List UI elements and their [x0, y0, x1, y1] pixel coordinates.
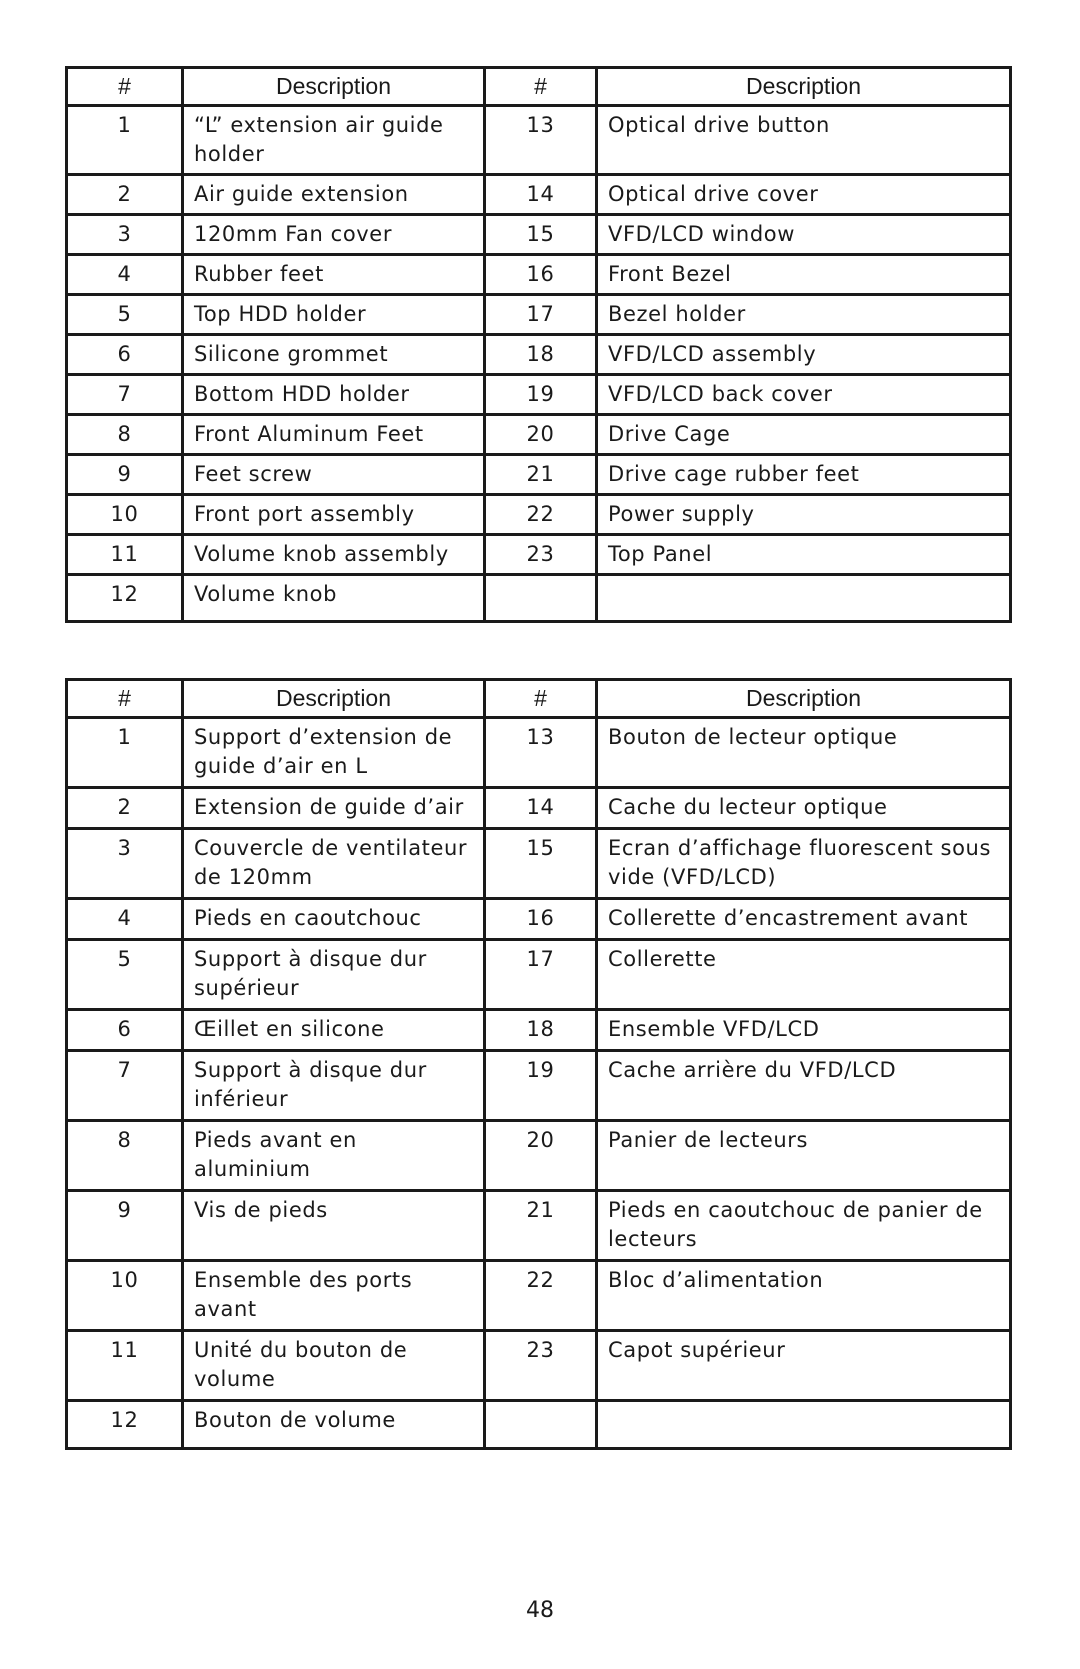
item-number: 2 [67, 175, 183, 215]
parts-table-french [65, 678, 1012, 1450]
item-number: 10 [67, 495, 183, 535]
item-number: 14 [485, 175, 597, 215]
item-number: 11 [67, 535, 183, 575]
table-row [67, 1401, 1011, 1449]
item-number: 16 [485, 255, 597, 295]
item-description: 120mm Fan cover [183, 215, 485, 255]
item-number: 8 [67, 1121, 183, 1191]
item-number: 19 [485, 375, 597, 415]
table-row [67, 1010, 1011, 1051]
item-description: Drive Cage [597, 415, 1011, 455]
item-number: 14 [485, 788, 597, 829]
item-description: Ensemble des ports avant [183, 1261, 485, 1331]
table-row [67, 415, 1011, 455]
item-number: 1 [67, 106, 183, 175]
item-number: 10 [67, 1261, 183, 1331]
item-number: 20 [485, 415, 597, 455]
item-number: 7 [67, 1051, 183, 1121]
table-row [67, 335, 1011, 375]
item-number: 4 [67, 899, 183, 940]
item-number: 17 [485, 295, 597, 335]
item-description: Collerette [597, 940, 1011, 1010]
header-number: # [67, 68, 183, 106]
table-row [67, 495, 1011, 535]
table-row [67, 1051, 1011, 1121]
item-number: 5 [67, 940, 183, 1010]
item-description: VFD/LCD window [597, 215, 1011, 255]
table-row [67, 940, 1011, 1010]
table-row [67, 575, 1011, 622]
item-number: 5 [67, 295, 183, 335]
item-number: 23 [485, 1331, 597, 1401]
header-number: # [67, 680, 183, 718]
table-row [67, 106, 1011, 175]
item-number: 20 [485, 1121, 597, 1191]
item-description: Volume knob assembly [183, 535, 485, 575]
item-description: Feet screw [183, 455, 485, 495]
table-row [67, 175, 1011, 215]
item-number: 9 [67, 1191, 183, 1261]
item-description: Bezel holder [597, 295, 1011, 335]
item-description: VFD/LCD assembly [597, 335, 1011, 375]
item-description: Optical drive button [597, 106, 1011, 175]
item-description: Front Bezel [597, 255, 1011, 295]
table-row [67, 455, 1011, 495]
item-number [485, 575, 597, 622]
item-description: Couvercle de ventilateur de 120mm [183, 829, 485, 899]
item-number: 17 [485, 940, 597, 1010]
table-row [67, 255, 1011, 295]
table-row [67, 215, 1011, 255]
item-description: “L” extension air guide holder [183, 106, 485, 175]
item-number: 1 [67, 718, 183, 788]
item-number: 15 [485, 829, 597, 899]
item-number: 2 [67, 788, 183, 829]
item-number: 16 [485, 899, 597, 940]
parts-table-english [65, 66, 1012, 623]
item-number: 23 [485, 535, 597, 575]
item-description: Support d’extension de guide d’air en L [183, 718, 485, 788]
item-description: Top HDD holder [183, 295, 485, 335]
page-number: 48 [526, 1598, 554, 1623]
item-number: 3 [67, 829, 183, 899]
table-row [67, 1331, 1011, 1401]
item-number: 15 [485, 215, 597, 255]
item-description: Drive cage rubber feet [597, 455, 1011, 495]
header-number: # [485, 68, 597, 106]
table-row [67, 1261, 1011, 1331]
table-row [67, 535, 1011, 575]
item-description: Cache arrière du VFD/LCD [597, 1051, 1011, 1121]
item-description: Bouton de lecteur optique [597, 718, 1011, 788]
item-description: Front Aluminum Feet [183, 415, 485, 455]
item-description: Pieds en caoutchouc de panier de lecteurs [597, 1191, 1011, 1261]
item-description: Capot supérieur [597, 1331, 1011, 1401]
item-number: 21 [485, 1191, 597, 1261]
item-description: Power supply [597, 495, 1011, 535]
item-number: 13 [485, 718, 597, 788]
item-description: Optical drive cover [597, 175, 1011, 215]
header-description: Description [597, 680, 1011, 718]
item-number: 4 [67, 255, 183, 295]
item-description: Collerette d’encastrement avant [597, 899, 1011, 940]
item-description: Extension de guide d’air [183, 788, 485, 829]
table-row [67, 1121, 1011, 1191]
item-number: 13 [485, 106, 597, 175]
item-description: Ecran d’affichage fluorescent sous vide (VFD/LCD) [597, 829, 1011, 899]
item-number: 18 [485, 1010, 597, 1051]
item-description: Bouton de volume [183, 1401, 485, 1449]
item-description: Volume knob [183, 575, 485, 622]
header-number: # [485, 680, 597, 718]
item-number: 22 [485, 495, 597, 535]
table-row [67, 899, 1011, 940]
item-description [597, 575, 1011, 622]
item-description: Front port assembly [183, 495, 485, 535]
item-number: 7 [67, 375, 183, 415]
item-description: Bottom HDD holder [183, 375, 485, 415]
table-row [67, 788, 1011, 829]
item-description: Silicone grommet [183, 335, 485, 375]
item-number: 11 [67, 1331, 183, 1401]
item-number: 12 [67, 575, 183, 622]
item-description: Bloc d’alimentation [597, 1261, 1011, 1331]
item-description: VFD/LCD back cover [597, 375, 1011, 415]
item-description: Cache du lecteur optique [597, 788, 1011, 829]
item-description: Air guide extension [183, 175, 485, 215]
item-description: Support à disque dur supérieur [183, 940, 485, 1010]
header-description: Description [597, 68, 1011, 106]
item-number: 19 [485, 1051, 597, 1121]
table-row [67, 829, 1011, 899]
item-number: 6 [67, 335, 183, 375]
item-description: Top Panel [597, 535, 1011, 575]
table-header-row [67, 680, 1011, 718]
item-number: 22 [485, 1261, 597, 1331]
item-description: Pieds en caoutchouc [183, 899, 485, 940]
item-description: Œillet en silicone [183, 1010, 485, 1051]
item-description: Support à disque dur inférieur [183, 1051, 485, 1121]
item-number: 3 [67, 215, 183, 255]
item-description [597, 1401, 1011, 1449]
item-description: Ensemble VFD/LCD [597, 1010, 1011, 1051]
item-number: 18 [485, 335, 597, 375]
item-number: 12 [67, 1401, 183, 1449]
table-header-row [67, 68, 1011, 106]
table-row [67, 375, 1011, 415]
table-row [67, 1191, 1011, 1261]
header-description: Description [183, 68, 485, 106]
item-description: Unité du bouton de volume [183, 1331, 485, 1401]
item-number: 6 [67, 1010, 183, 1051]
item-description: Rubber feet [183, 255, 485, 295]
table-row [67, 718, 1011, 788]
item-number: 21 [485, 455, 597, 495]
item-number: 8 [67, 415, 183, 455]
header-description: Description [183, 680, 485, 718]
item-number [485, 1401, 597, 1449]
table-row [67, 295, 1011, 335]
item-description: Panier de lecteurs [597, 1121, 1011, 1191]
item-description: Pieds avant en aluminium [183, 1121, 485, 1191]
item-number: 9 [67, 455, 183, 495]
item-description: Vis de pieds [183, 1191, 485, 1261]
